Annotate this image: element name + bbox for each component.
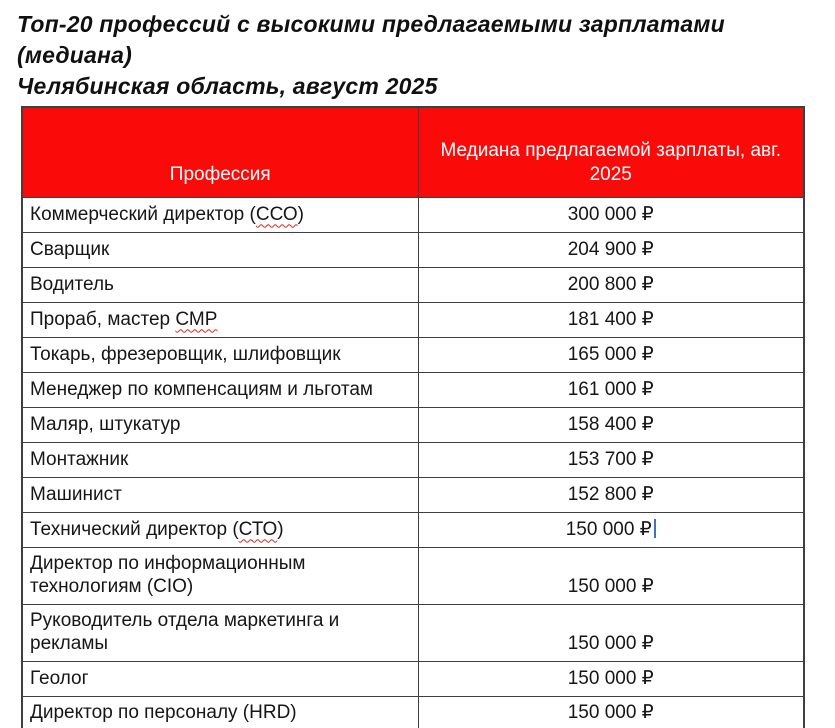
salary-cell[interactable]: 181 400 ₽: [418, 302, 804, 337]
salary-cell[interactable]: 150 000 ₽: [418, 661, 804, 696]
salary-cell[interactable]: 152 800 ₽: [418, 477, 804, 512]
profession-cell[interactable]: Руководитель отдела маркетинга и рекламы: [22, 604, 418, 661]
text-cursor: [654, 519, 656, 538]
table-row: [22, 512, 804, 547]
table-header-row: [22, 107, 804, 197]
profession-cell[interactable]: Директор по персоналу (HRD): [22, 696, 418, 728]
salary-table-body: [22, 197, 804, 728]
salary-cell[interactable]: 150 000 ₽: [418, 696, 804, 728]
spellcheck-squiggle: СМР: [175, 308, 218, 330]
table-row: [22, 477, 804, 512]
salary-cell[interactable]: 300 000 ₽: [418, 197, 804, 232]
table-row: [22, 661, 804, 696]
document-title[interactable]: [17, 9, 835, 102]
salary-cell[interactable]: 204 900 ₽: [418, 232, 804, 267]
salary-cell[interactable]: 150 000 ₽: [418, 604, 804, 661]
table-row: [22, 372, 804, 407]
salary-cell[interactable]: 165 000 ₽: [418, 337, 804, 372]
salary-table: [21, 106, 805, 728]
salary-cell[interactable]: 150 000 ₽: [418, 547, 804, 604]
profession-cell[interactable]: Сварщик: [22, 232, 418, 267]
title-line-1: Топ-20 профессий с высокими предлагаемыми зарплатами (медиана): [17, 11, 725, 68]
table-row: [22, 267, 804, 302]
profession-cell[interactable]: Маляр, штукатур: [22, 407, 418, 442]
table-row: [22, 337, 804, 372]
profession-cell[interactable]: Директор по информационным технологиям (CIO): [22, 547, 418, 604]
table-row: [22, 197, 804, 232]
profession-cell[interactable]: Монтажник: [22, 442, 418, 477]
table-row: [22, 604, 804, 661]
profession-header-cell[interactable]: Профессия: [22, 107, 418, 197]
salary-cell[interactable]: 161 000 ₽: [418, 372, 804, 407]
table-row: [22, 302, 804, 337]
table-row: [22, 442, 804, 477]
profession-cell[interactable]: Геолог: [22, 661, 418, 696]
table-row: [22, 232, 804, 267]
document-page: [0, 9, 835, 728]
profession-cell[interactable]: Менеджер по компенсациям и льготам: [22, 372, 418, 407]
profession-cell[interactable]: Технический директор (СТО): [22, 512, 418, 547]
profession-cell[interactable]: Прораб, мастер СМР: [22, 302, 418, 337]
title-line-2: Челябинская область, август 2025: [17, 73, 438, 99]
salary-cell[interactable]: 158 400 ₽: [418, 407, 804, 442]
spellcheck-squiggle: СТО: [238, 518, 278, 540]
profession-cell[interactable]: Токарь, фрезеровщик, шлифовщик: [22, 337, 418, 372]
spellcheck-squiggle: ССО: [255, 203, 298, 225]
profession-cell[interactable]: Коммерческий директор (ССО): [22, 197, 418, 232]
profession-cell[interactable]: Машинист: [22, 477, 418, 512]
table-row: [22, 547, 804, 604]
profession-cell[interactable]: Водитель: [22, 267, 418, 302]
salary-header-cell[interactable]: Медиана предлагаемой зарплаты, авг. 2025: [418, 107, 804, 197]
salary-cell[interactable]: 150 000 ₽: [418, 512, 804, 547]
salary-cell[interactable]: 153 700 ₽: [418, 442, 804, 477]
salary-cell[interactable]: 200 800 ₽: [418, 267, 804, 302]
table-row: [22, 407, 804, 442]
table-row: [22, 696, 804, 728]
